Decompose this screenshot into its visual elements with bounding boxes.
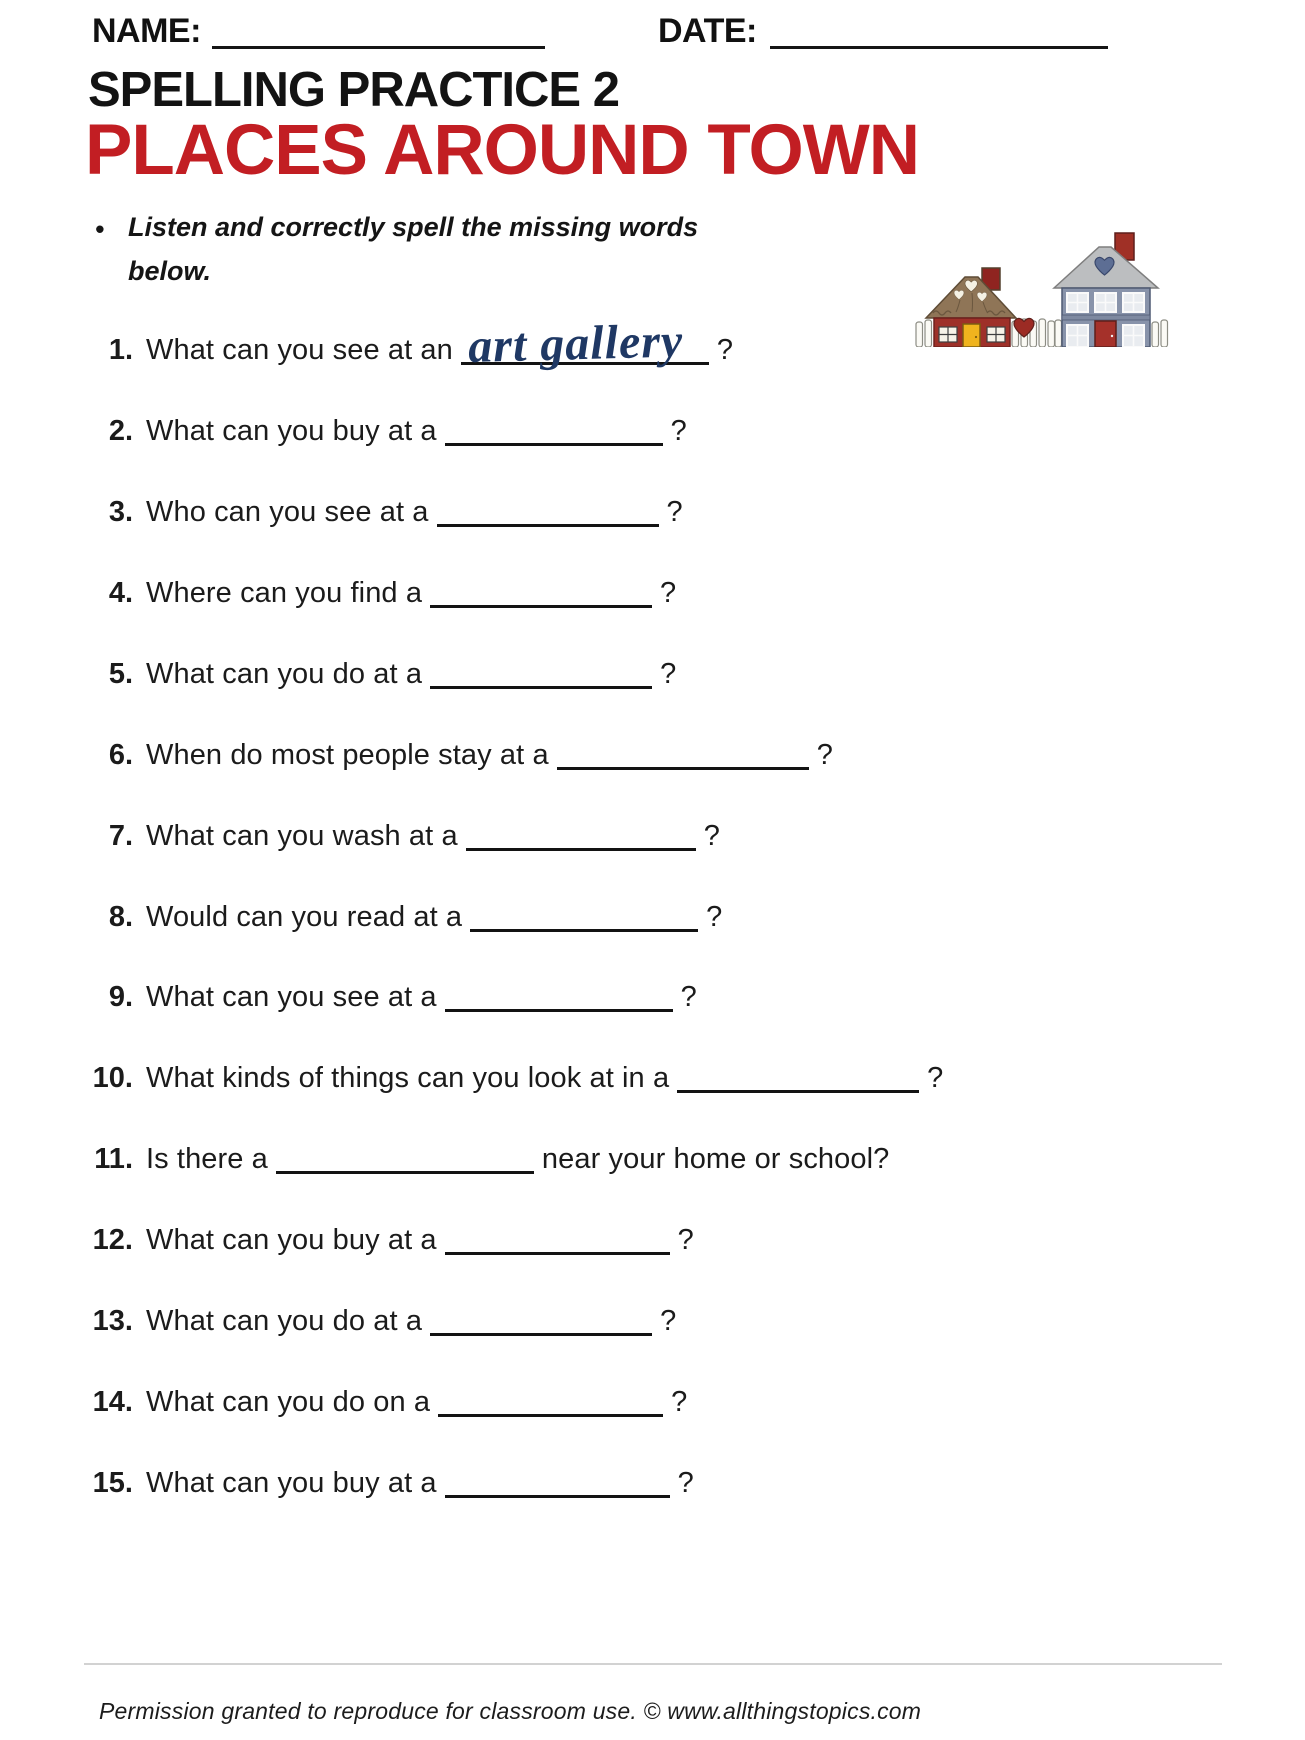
question-number: 4. [108,577,133,609]
answer-blank [677,1058,919,1093]
question-pre-text: What can you do on a [146,1386,431,1418]
answer-blank [437,492,659,527]
question-number: 15. [92,1467,133,1499]
question-number: 14. [92,1386,133,1418]
question-pre-text: Who can you see at a [146,496,429,528]
question-number: 1. [108,334,133,366]
question-number: 10. [92,1062,133,1094]
question-post-text: ? [706,901,723,933]
worksheet-title: PLACES AROUND TOWN [85,111,919,190]
question-post-text: ? [660,577,677,609]
question-post-text: ? [927,1062,944,1094]
question-pre-text: Is there a [146,1143,268,1175]
question-row [85,411,687,448]
answer-blank [438,1382,663,1417]
instruction-text: Listen and correctly spell the missing words below. [128,212,699,286]
answer-blank [445,1463,670,1498]
answer-blank [445,977,673,1012]
question-post-text: ? [677,1224,694,1256]
question-row [85,1382,687,1419]
question-row [85,1058,943,1095]
question-pre-text: What can you see at an [146,334,453,366]
question-post-text: ? [816,739,833,771]
question-number: 12. [92,1224,133,1256]
question-pre-text: What can you wash at a [146,820,458,852]
question-post-text: ? [660,1305,677,1337]
question-number: 2. [108,415,133,447]
question-number: 7. [108,820,133,852]
question-post-text: ? [716,334,734,366]
answer-blank [466,816,696,851]
answer-blank [557,735,809,770]
question-row [85,654,676,691]
question-pre-text: What kinds of things can you look at in a [146,1062,670,1094]
worksheet-subtitle: SPELLING PRACTICE 2 [88,63,619,117]
question-number: 3. [108,496,133,528]
question-row [85,314,734,374]
question-number: 9. [108,981,133,1013]
question-pre-text: What can you do at a [146,1305,423,1337]
question-row [85,1301,676,1338]
answer-blank [445,411,663,446]
question-post-text: ? [660,658,677,690]
question-number: 11. [94,1143,133,1175]
question-row [85,1139,889,1176]
answer-blank [430,654,652,689]
question-post-text: ? [670,415,687,447]
question-pre-text: What can you see at a [146,981,437,1013]
question-row [85,977,697,1014]
answer-blank [461,314,709,374]
question-number: 6. [108,739,133,771]
footer-text: Permission granted to reproduce for classroom use. © www.allthingstopics.com [99,1698,922,1724]
name-label: NAME: [92,12,201,50]
question-row [85,735,833,772]
question-pre-text: What can you do at a [146,658,423,690]
question-row [85,816,720,853]
question-number: 5. [108,658,133,690]
answer-blank [470,897,698,932]
question-post-text: ? [671,1386,688,1418]
date-label: DATE: [658,12,757,50]
answer-blank [430,1301,652,1336]
footer-divider [84,1663,1222,1665]
question-number: 8. [108,901,133,933]
question-post-text: near your home or school? [541,1143,890,1175]
question-pre-text: When do most people stay at a [146,739,549,771]
question-post-text: ? [703,820,720,852]
question-pre-text: Where can you find a [146,577,423,609]
question-number: 13. [92,1305,133,1337]
question-row [85,492,683,529]
answer-blank [430,573,652,608]
question-post-text: ? [677,1467,694,1499]
question-post-text: ? [680,981,697,1013]
question-row [85,573,676,610]
question-row [85,1463,694,1500]
handwritten-answer: art gallery [467,314,684,374]
question-pre-text: What can you buy at a [146,1467,437,1499]
question-row [85,1220,694,1257]
bullet-point: • [95,214,105,244]
question-post-text: ? [666,496,683,528]
question-pre-text: Would can you read at a [146,901,463,933]
question-pre-text: What can you buy at a [146,1224,437,1256]
answer-blank [276,1139,534,1174]
answer-blank [445,1220,670,1255]
question-row [85,897,722,934]
question-pre-text: What can you buy at a [146,415,437,447]
